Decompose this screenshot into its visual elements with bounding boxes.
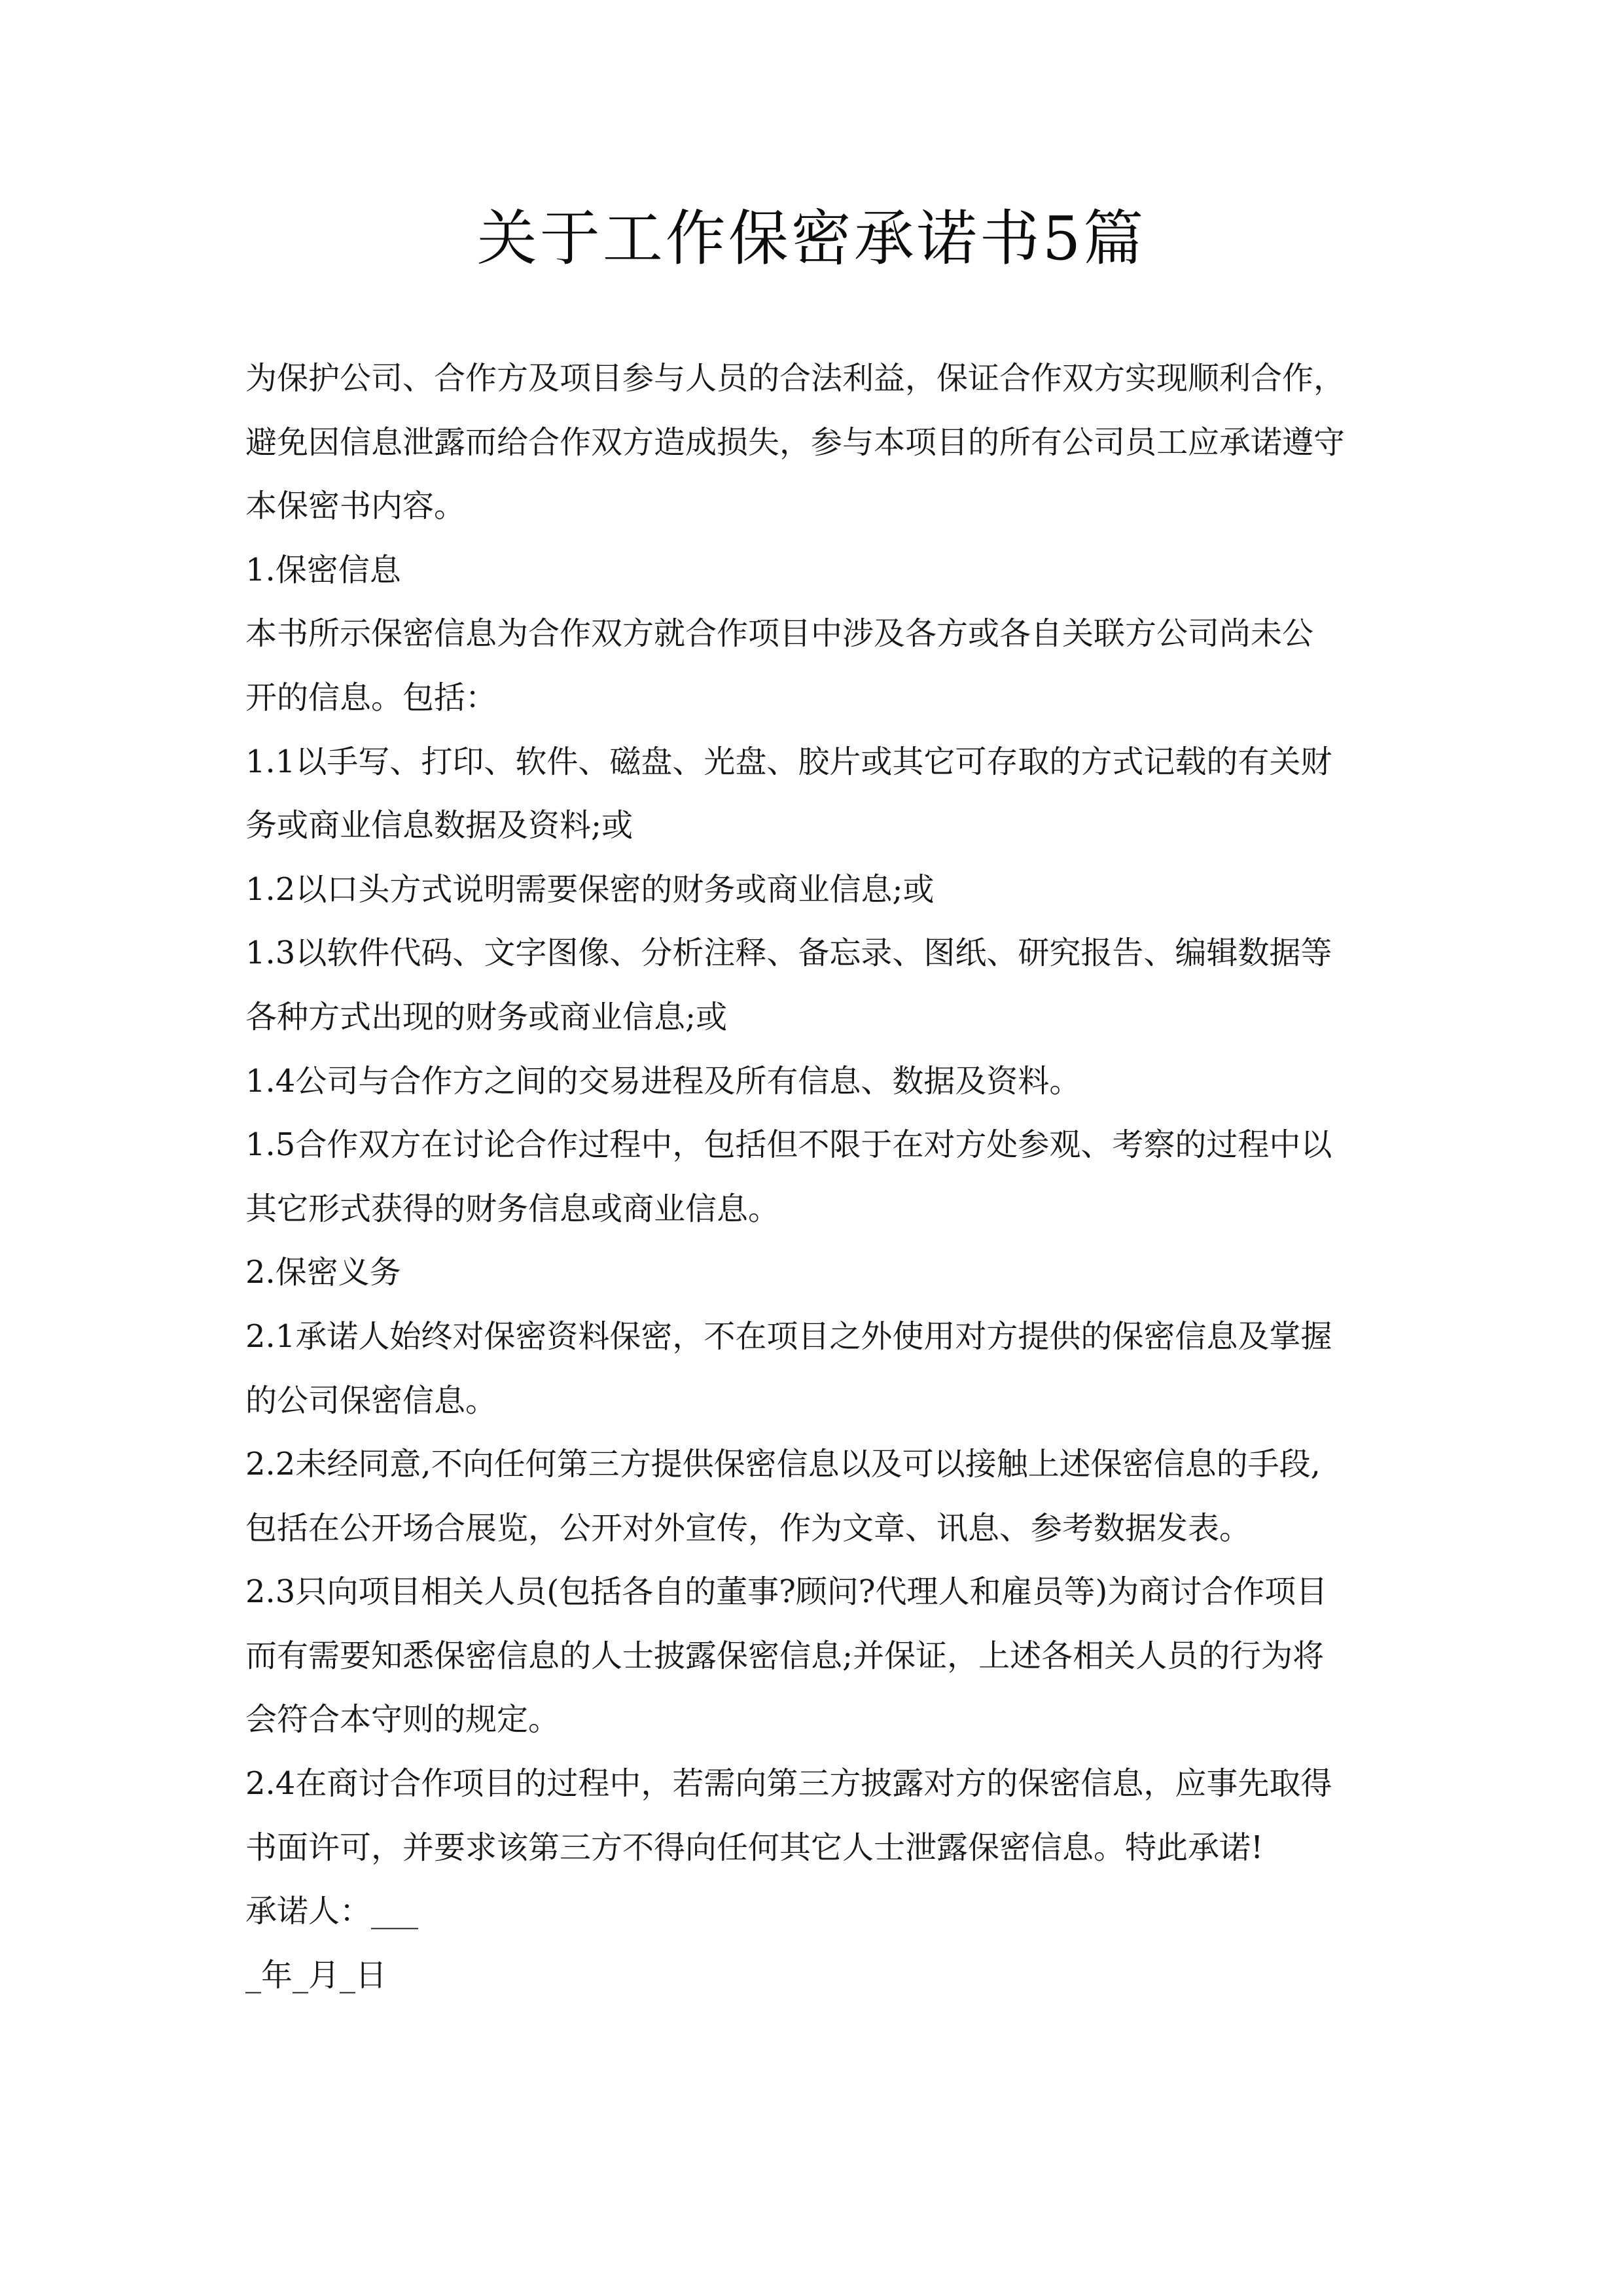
body-line: 2.4在商讨合作项目的过程中，若需向第三方披露对方的保密信息，应事先取得 xyxy=(245,1765,1332,1803)
body-line: 包括在公开场合展览，公开对外宣传，作为文章、讯息、参考数据发表。 xyxy=(245,1509,1251,1547)
body-line: 1.3以软件代码、文字图像、分析注释、备忘录、图纸、研究报告、编辑数据等 xyxy=(245,935,1332,972)
body-line: 而有需要知悉保密信息的人士披露保密信息;并保证，上述各相关人员的行为将 xyxy=(245,1637,1325,1674)
body-line: 的公司保密信息。 xyxy=(245,1382,497,1419)
body-line: 1.5合作双方在讨论合作过程中，包括但不限于在对方处参观、考察的过程中以 xyxy=(245,1126,1332,1164)
body-line: 2.1承诺人始终对保密资料保密，不在项目之外使用对方提供的保密信息及掌握 xyxy=(245,1318,1332,1355)
body-line: 避免因信息泄露而给合作双方造成损失，参与本项目的所有公司员工应承诺遵守 xyxy=(245,423,1346,461)
body-line: 为保护公司、合作方及项目参与人员的合法利益，保证合作双方实现顺利合作， xyxy=(245,360,1346,397)
section-heading: 2.保密义务 xyxy=(245,1254,401,1291)
body-line: 1.2以口头方式说明需要保密的财务或商业信息;或 xyxy=(245,870,935,908)
date-line: _年_月_日 xyxy=(245,1956,387,1994)
section-heading: 1.保密信息 xyxy=(245,551,401,588)
body-line: 本书所示保密信息为合作双方就合作项目中涉及各方或各自关联方公司尚未公 xyxy=(245,615,1314,653)
signature-line: 承诺人：___ xyxy=(245,1893,419,1930)
body-line: 务或商业信息数据及资料;或 xyxy=(245,807,633,844)
body-line: 开的信息。包括： xyxy=(245,679,497,716)
body-line: 2.3只向项目相关人员(包括各自的董事?顾问?代理人和雇员等)为商讨合作项目 xyxy=(245,1573,1328,1611)
body-line: 本保密书内容。 xyxy=(245,488,466,525)
body-line: 会符合本守则的规定。 xyxy=(245,1701,560,1738)
document-body xyxy=(245,347,1397,2007)
body-line: 各种方式出现的财务或商业信息;或 xyxy=(245,998,728,1035)
body-line: 2.2未经同意,不向任何第三方提供保密信息以及可以接触上述保密信息的手段, xyxy=(245,1446,1321,1483)
document-title: 关于工作保密承诺书5篇 xyxy=(476,204,1147,274)
body-line: 1.4公司与合作方之间的交易进程及所有信息、数据及资料。 xyxy=(245,1062,1081,1100)
body-line: 书面许可，并要求该第三方不得向任何其它人士泄露保密信息。特此承诺! xyxy=(245,1829,1264,1866)
body-line: 其它形式获得的财务信息或商业信息。 xyxy=(245,1190,780,1227)
body-line: 1.1以手写、打印、软件、磁盘、光盘、胶片或其它可存取的方式记载的有关财 xyxy=(245,743,1332,780)
